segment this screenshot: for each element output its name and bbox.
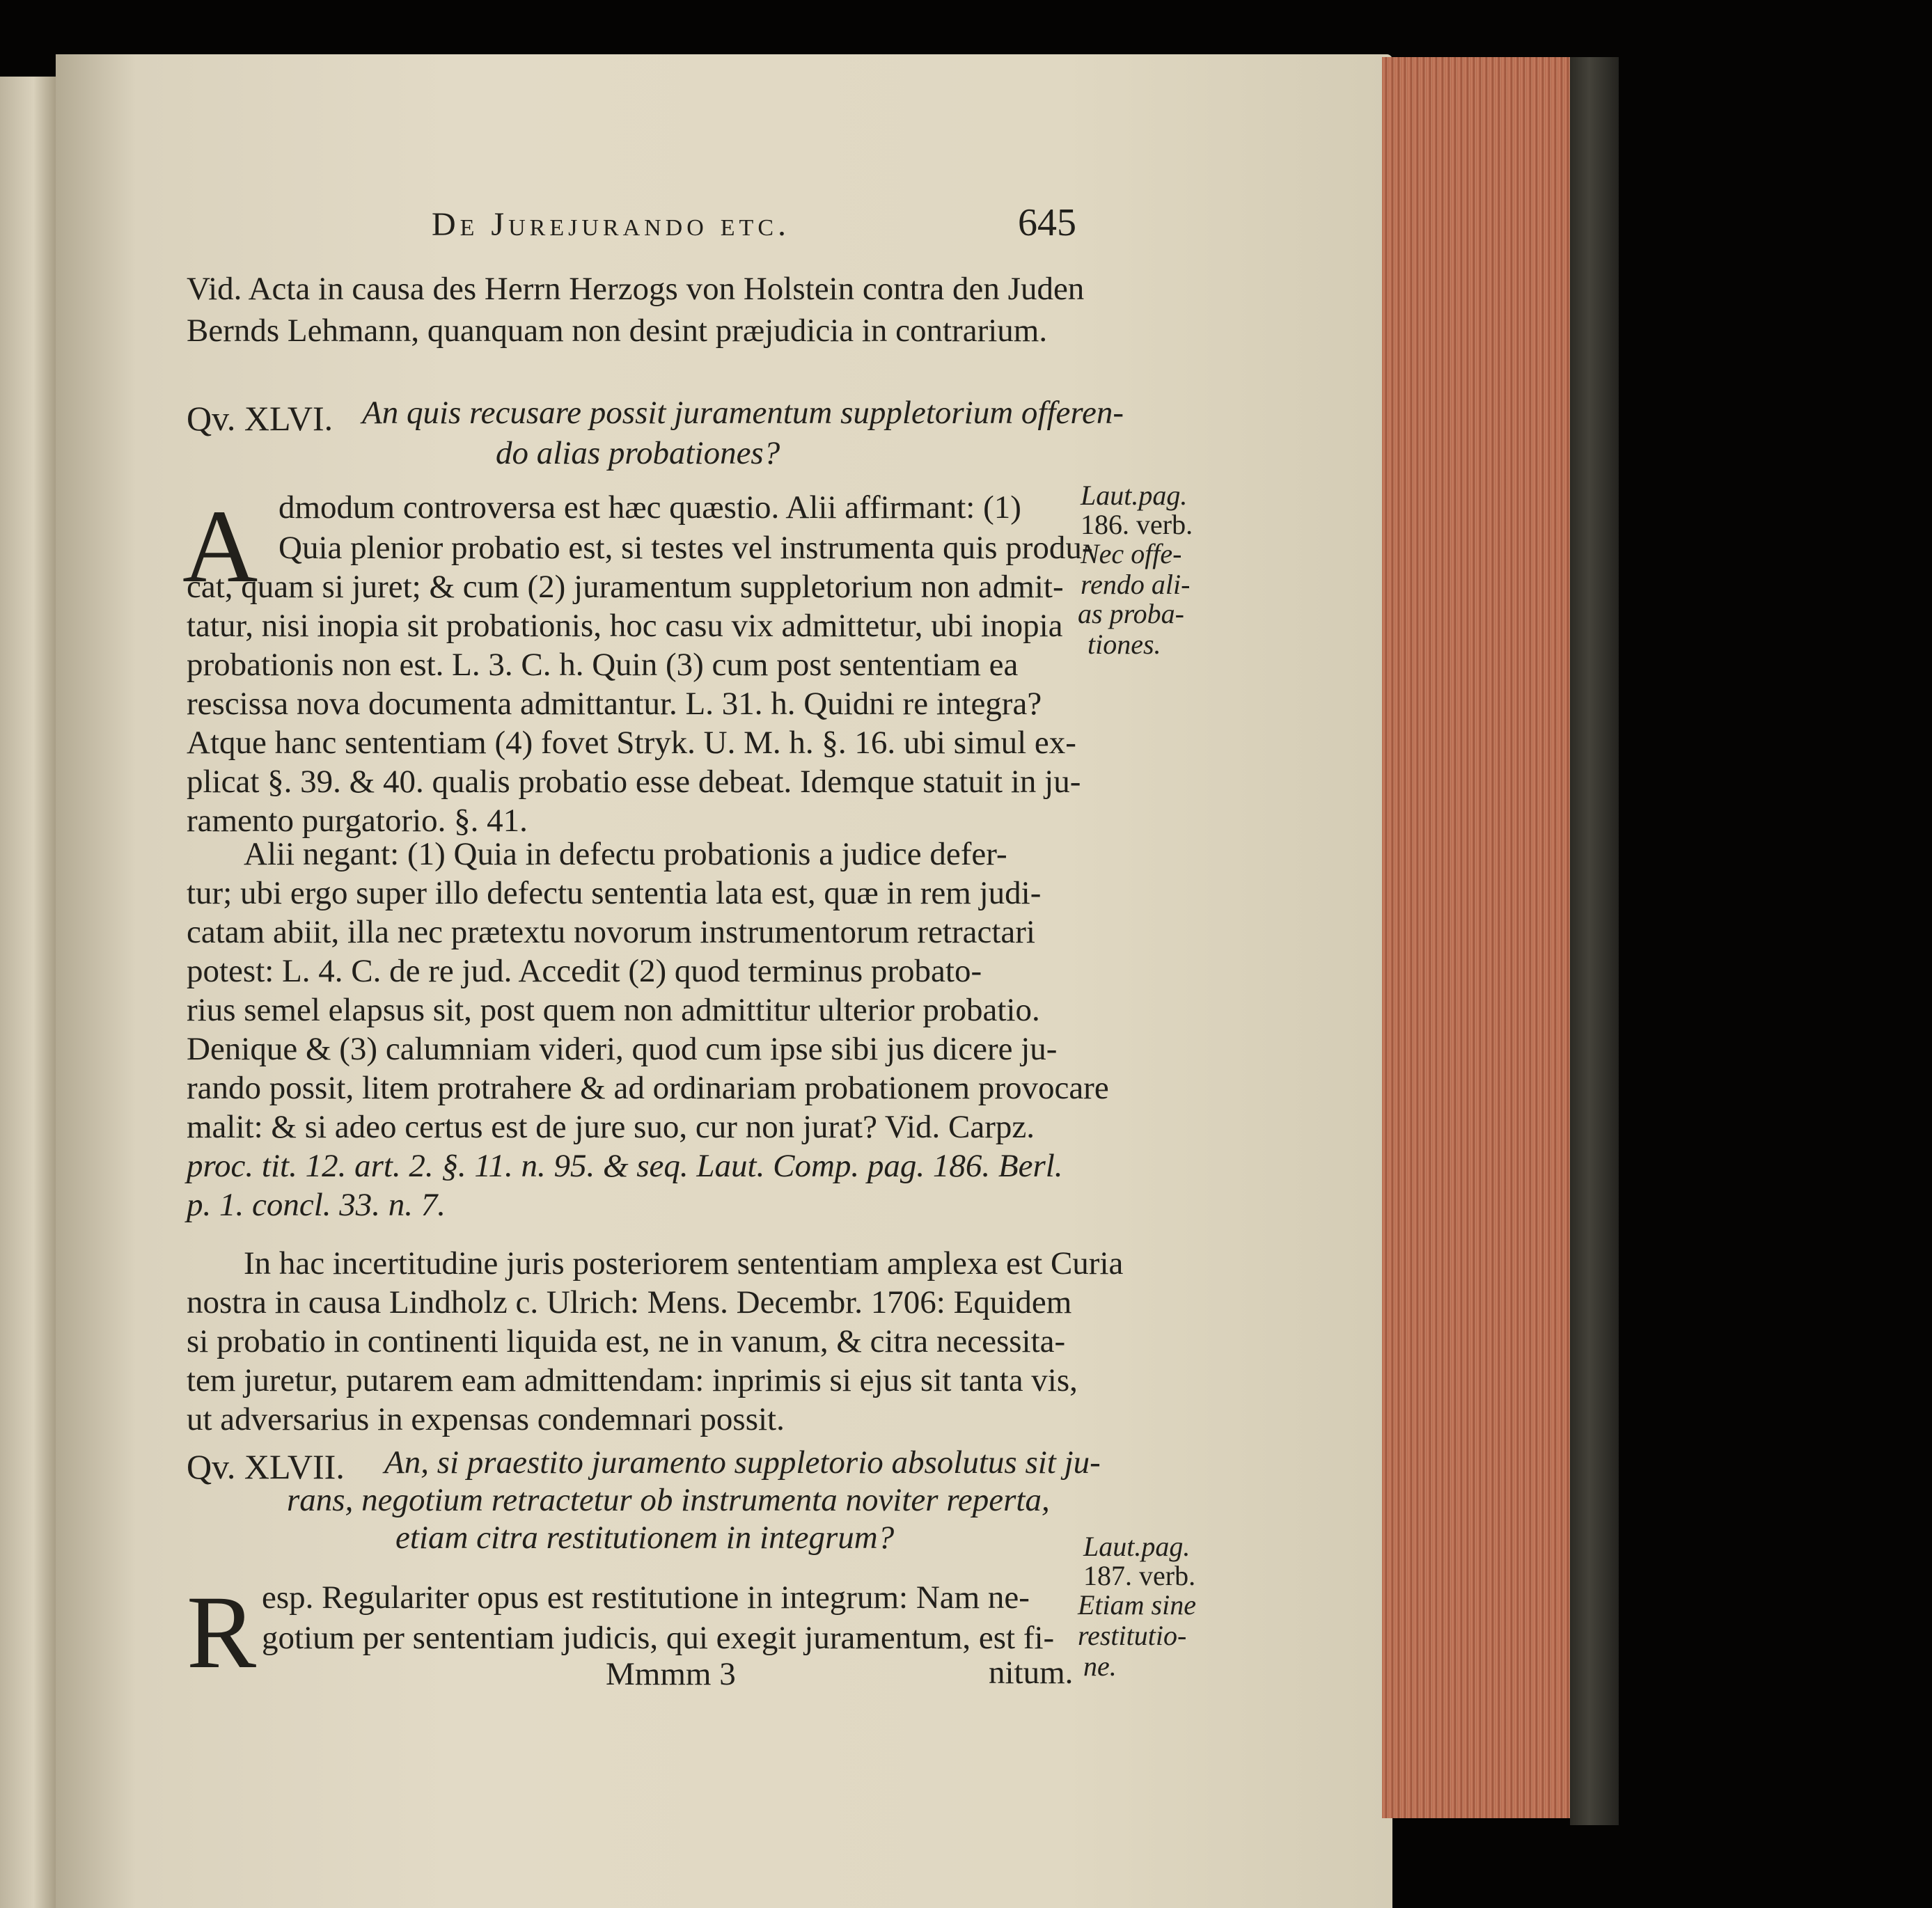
page-block-edge bbox=[1382, 57, 1570, 1818]
text-line: ut adversarius in expensas condemnari possit. bbox=[187, 1401, 785, 1437]
margin-note: restitutio- bbox=[1078, 1620, 1187, 1651]
text-line: malit: & si adeo certus est de jure suo, cur non jurat? Vid. Carpz. bbox=[187, 1109, 1035, 1145]
text-line: p. 1. concl. 33. n. 7. bbox=[187, 1187, 446, 1223]
text-line: probationis non est. L. 3. C. h. Quin (3) cum post sententiam ea bbox=[187, 647, 1019, 683]
text-line: ramento purgatorio. §. 41. bbox=[187, 803, 528, 839]
text-line: dmodum controversa est hæc quæstio. Alii affirmant: (1) bbox=[278, 489, 1021, 526]
text-line: Alii negant: (1) Quia in defectu probationis a judice defer- bbox=[244, 836, 1007, 872]
question-title: etiam citra restitutionem in integrum? bbox=[395, 1520, 895, 1556]
question-title: do alias probationes? bbox=[496, 435, 780, 471]
page-number: 645 bbox=[1018, 201, 1076, 244]
margin-note: 186. verb. bbox=[1081, 509, 1193, 540]
question-label: Qv. XLVI. bbox=[187, 399, 333, 438]
catchword: nitum. bbox=[989, 1655, 1074, 1691]
margin-note: Laut.pag. bbox=[1081, 480, 1188, 511]
text-line: In hac incertitudine juris posteriorem sententiam amplexa est Curia bbox=[244, 1245, 1124, 1282]
text-line: nostra in causa Lindholz c. Ulrich: Mens. Decembr. 1706: Equidem bbox=[187, 1284, 1072, 1320]
text-line: cat, quam si juret; & cum (2) juramentum suppletorium non admit- bbox=[187, 569, 1064, 605]
text-line: si probatio in continenti liquida est, ne in vanum, & citra necessita- bbox=[187, 1323, 1066, 1359]
margin-note: as proba- bbox=[1078, 598, 1184, 629]
text-line: rius semel elapsus sit, post quem non admittitur ulterior probatio. bbox=[187, 992, 1040, 1028]
text-line: esp. Regulariter opus est restitutione in integrum: Nam ne- bbox=[262, 1579, 1030, 1616]
text-line: proc. tit. 12. art. 2. §. 11. n. 95. & seq. Laut. Comp. pag. 186. Berl. bbox=[187, 1148, 1063, 1184]
text-line: plicat §. 39. & 40. qualis probatio esse debeat. Idemque statuit in ju- bbox=[187, 764, 1081, 800]
question-title: An quis recusare possit juramentum suppletorium offeren- bbox=[362, 395, 1124, 431]
margin-note: rendo ali- bbox=[1081, 569, 1191, 600]
text-line: Vid. Acta in causa des Herrn Herzogs von Holstein contra den Juden bbox=[187, 271, 1085, 307]
text-line: Quia plenior probatio est, si testes vel instrumenta quis produ- bbox=[278, 530, 1093, 566]
text-line: Bernds Lehmann, quanquam non desint præjudicia in contrarium. bbox=[187, 313, 1048, 349]
text-line: Atque hanc sententiam (4) fovet Stryk. U. M. h. §. 16. ubi simul ex- bbox=[187, 725, 1076, 761]
margin-note: ne. bbox=[1083, 1650, 1117, 1682]
text-line: catam abiit, illa nec prætextu novorum instrumentorum retractari bbox=[187, 914, 1035, 950]
running-header: De Jurejurando etc. bbox=[432, 206, 791, 243]
text-line: rando possit, litem protrahere & ad ordinariam probationem provocare bbox=[187, 1070, 1109, 1106]
margin-note: Laut.pag. bbox=[1083, 1531, 1191, 1562]
margin-note: tiones. bbox=[1087, 629, 1161, 660]
margin-note: 187. verb. bbox=[1083, 1560, 1196, 1591]
text-line: potest: L. 4. C. de re jud. Accedit (2) quod terminus probato- bbox=[187, 953, 982, 989]
text-line: rescissa nova documenta admittantur. L. 31. h. Quidni re integra? bbox=[187, 686, 1042, 722]
text-line: tur; ubi ergo super illo defectu sententia lata est, quæ in rem judi- bbox=[187, 875, 1042, 911]
text-line: tatur, nisi inopia sit probationis, hoc casu vix admittetur, ubi inopia bbox=[187, 608, 1063, 644]
signature-mark: Mmmm 3 bbox=[606, 1656, 736, 1692]
question-title: rans, negotium retractetur ob instrumenta noviter reperta, bbox=[287, 1482, 1050, 1518]
facing-page-edge bbox=[0, 77, 56, 1908]
question-label: Qv. XLVII. bbox=[187, 1447, 345, 1486]
margin-note: Etiam sine bbox=[1078, 1589, 1196, 1621]
margin-note: Nec offe- bbox=[1081, 538, 1182, 569]
text-line: Denique & (3) calumniam videri, quod cum ipse sibi jus dicere ju- bbox=[187, 1031, 1058, 1067]
text-line: gotium per sententiam judicis, qui exegit juramentum, est fi- bbox=[262, 1620, 1055, 1656]
text-line: tem juretur, putarem eam admittendam: inprimis si ejus sit tanta vis, bbox=[187, 1362, 1078, 1398]
drop-cap: A bbox=[182, 489, 258, 604]
question-title: An, si praestito juramento suppletorio absolutus sit ju- bbox=[384, 1444, 1101, 1481]
drop-cap: R bbox=[187, 1575, 257, 1690]
book-cover bbox=[1570, 57, 1619, 1825]
